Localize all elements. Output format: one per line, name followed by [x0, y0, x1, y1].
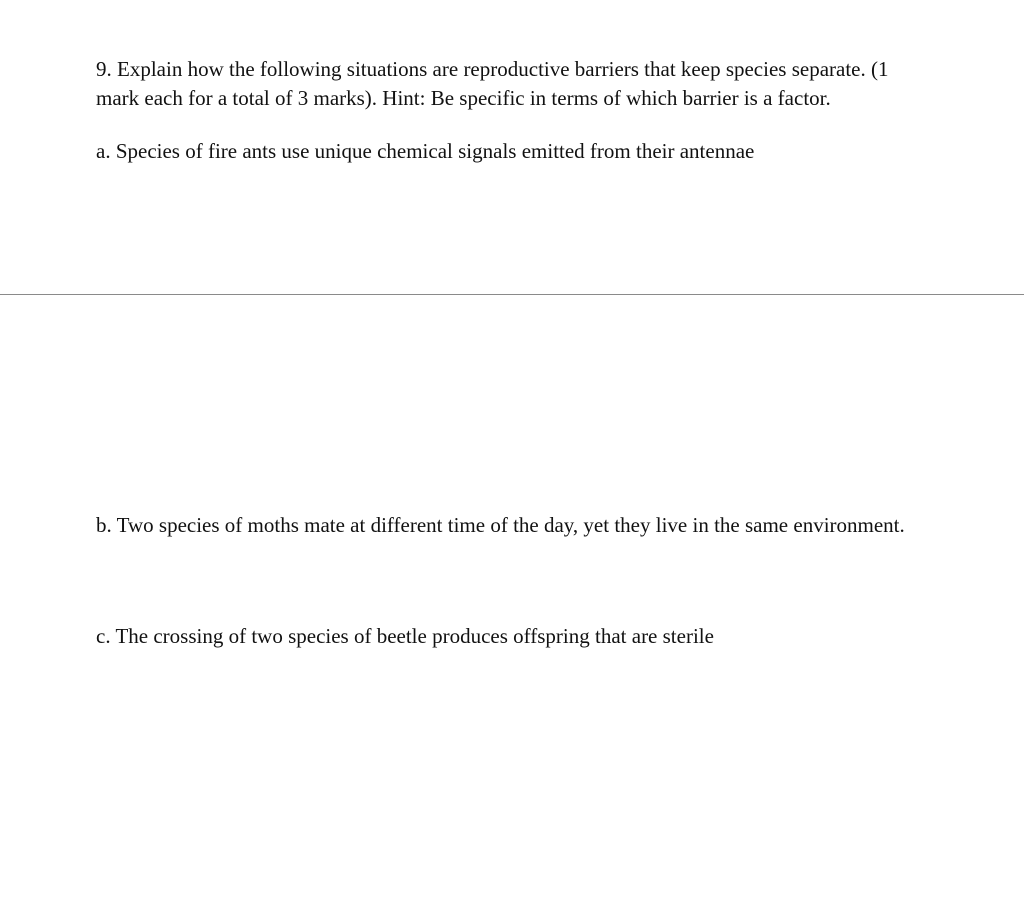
- page-top-section: [0, 0, 1024, 294]
- question-item-c: c. The crossing of two species of beetle produces offspring that are sterile: [96, 624, 714, 648]
- page-bottom-section: [0, 295, 1024, 901]
- question-item-a: a. Species of fire ants use unique chemical signals emitted from their antennae: [96, 139, 755, 163]
- question-item-b: b. Two species of moths mate at different time of the day, yet they live in the same environment.: [96, 513, 905, 537]
- question-prompt-line-2: mark each for a total of 3 marks). Hint: Be specific in terms of which barrier is a factor.: [96, 86, 831, 110]
- question-prompt-line-1: 9. Explain how the following situations are reproductive barriers that keep species separate. (1: [96, 57, 889, 81]
